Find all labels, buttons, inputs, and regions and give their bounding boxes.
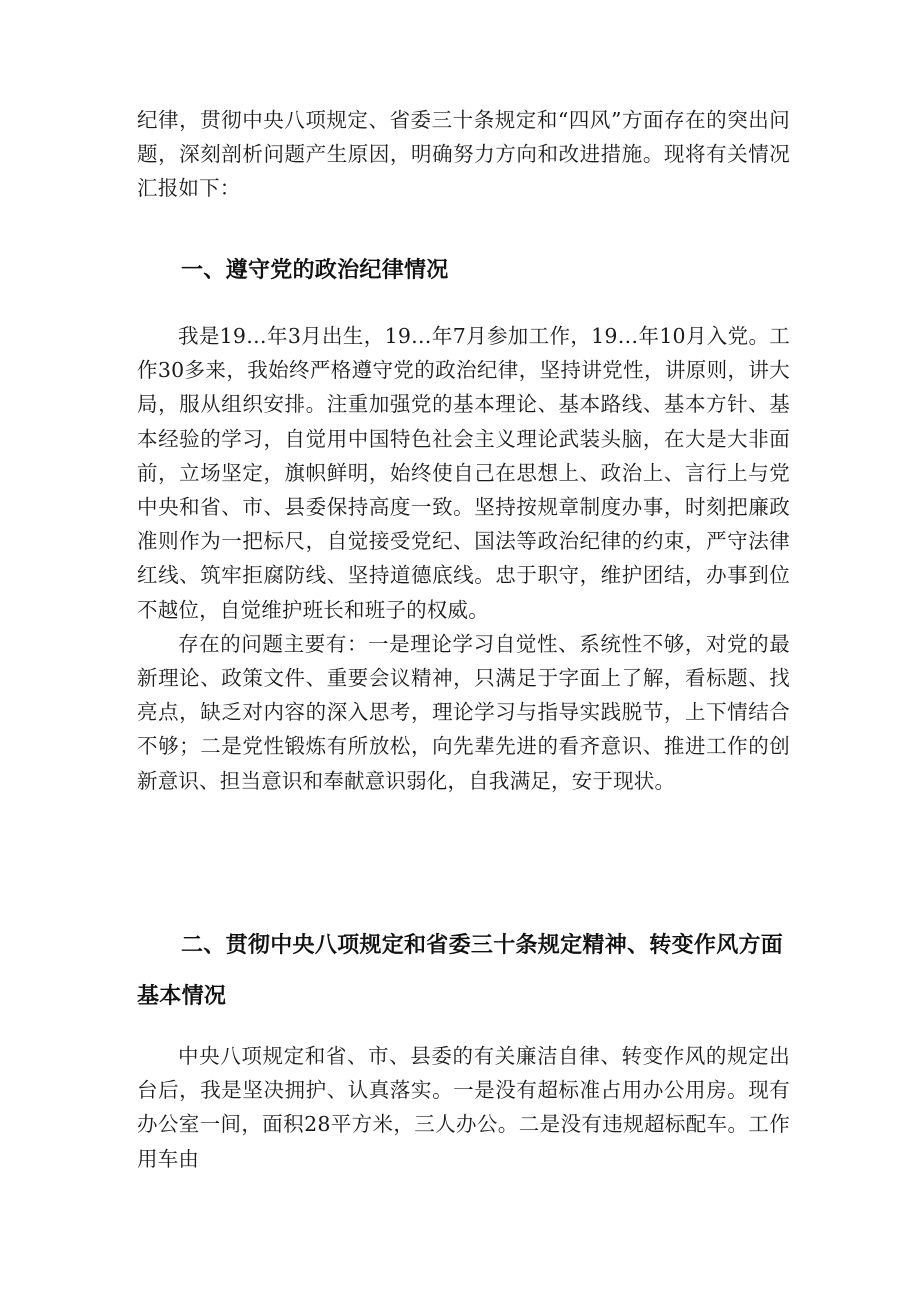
- intro-block: [137, 103, 790, 206]
- section2-heading-block: [137, 920, 790, 1022]
- section1-heading: 一、遵守党的政治纪律情况: [181, 258, 449, 283]
- section2-body: [137, 1039, 790, 1176]
- section1-paragraph-1: 我是19…年3月出生，19…年7月参加工作，19…年10月入党。工作30多来，我始终严格遵守党的政治纪律，坚持讲党性，讲原则，讲大局，服从组织安排。注重加强党的基本理论、基本路线、基本方针、基本经验的学习，自觉用中国特色社会主义理论武装头脑，在大是大非面前，立场坚定，旗帜鲜明，始终使自己在思想上、政治上、言行上与党中央和省、市、县委保持高度一致。坚持按规章制度办事，时刻把廉政准则作为一把标尺，自觉接受党纪、国法等政治纪律的约束，严守法律红线、筑牢拒腐防线、坚持道德底线。忠于职守，维护团结，办事到位不越位，自觉维护班长和班子的权威。: [137, 324, 790, 622]
- section1-body: [137, 319, 790, 798]
- intro-paragraph: 纪律，贯彻中央八项规定、省委三十条规定和“四风”方面存在的突出问题，深刻剖析问题产生原因，明确努力方向和改进措施。现将有关情况汇报如下：: [137, 108, 790, 201]
- section1-paragraph-2: 存在的问题主要有：一是理论学习自觉性、系统性不够，对党的最新理论、政策文件、重要会议精神，只满足于字面上了解，看标题、找亮点，缺乏对内容的深入思考，理论学习与指导实践脱节，上下情结合不够；二是党性锻炼有所放松，向先辈先进的看齐意识、推进工作的创新意识、担当意识和奉献意识弱化，自我满足，安于现状。: [137, 631, 790, 793]
- section2-heading: 二、贯彻中央八项规定和省委三十条规定精神、转变作风方面基本情况: [137, 933, 784, 1009]
- section1-heading-block: [137, 254, 790, 288]
- section2-paragraph-1: 中央八项规定和省、市、县委的有关廉洁自律、转变作风的规定出台后，我是坚决拥护、认真落实。一是没有超标准占用办公用房。现有办公室一间，面积28平方米，三人办公。二是没有违规超标配车。工作用车由: [137, 1044, 790, 1171]
